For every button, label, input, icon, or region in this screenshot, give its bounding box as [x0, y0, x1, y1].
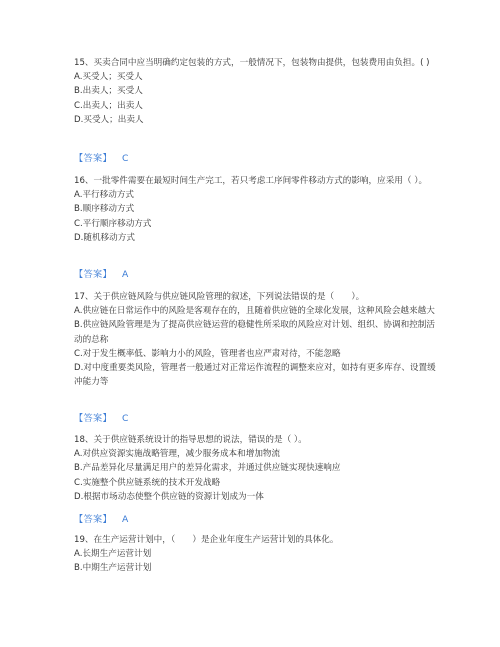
question-stem: 18、关于供应链系统设计的指导思想的说法，错误的是（ ）。: [74, 435, 307, 445]
answer-value: A: [121, 269, 129, 280]
answer-label: 【答案】: [74, 514, 112, 525]
question-16: [74, 174, 440, 245]
option-b: B.产品差异化尽量满足用户的差异化需求，并通过供应链实现快速响应: [74, 463, 341, 474]
option-b: B.出卖人；买受人: [74, 86, 143, 97]
question-17: [74, 290, 440, 389]
answer-15: [74, 150, 129, 164]
option-b: B.中期生产运营计划: [74, 563, 152, 574]
question-15: [74, 56, 440, 127]
answer-label: 【答案】: [74, 269, 112, 280]
question-stem: 16、一批零件需要在最短时间生产完工，若只考虑工序间零件移动方式的影响，应采用（ ）。: [74, 176, 428, 186]
option-a: A.供应链在日常运作中的风险是客观存在的，且随着供应链的全球化发展，这种风险会越来越大: [74, 306, 435, 317]
option-b: B.顺序移动方式: [74, 204, 135, 215]
question-stem: 15、买卖合同中应当明确约定包装的方式，一般情况下，包装物由提供，包装费用由负担。( ): [74, 58, 430, 68]
answer-value: C: [121, 153, 129, 164]
option-a: A.平行移动方式: [74, 190, 135, 201]
answer-18: [74, 511, 129, 525]
answer-17: [74, 410, 129, 424]
option-d: D.对中度重要类风险，管理者一般通过对正常运作流程的调整来应对，如持有更多库存、设置缓冲能力等: [74, 363, 436, 388]
option-c: C.对于发生概率低、影响力小的风险，管理者也应严肃对待，不能忽略: [74, 348, 341, 359]
option-a: A.对供应资源实施战略管理，减少服务成本和增加物流: [74, 449, 281, 460]
option-d: D.根据市场动态使整个供应链的资源计划成为一体: [74, 491, 264, 502]
question-18: [74, 433, 440, 504]
answer-label: 【答案】: [74, 413, 112, 424]
question-stem: 19、在生产运营计划中，（ ）是企业年度生产运营计划的具体化。: [74, 535, 339, 545]
option-c: C.平行顺序移动方式: [74, 218, 152, 229]
answer-value: A: [121, 514, 129, 525]
option-b: B.供应链风险管理是为了提高供应链运营的稳健性所采取的风险应对计划、组织、协调和控制活动的总称: [74, 320, 435, 345]
question-stem: 17、关于供应链风险与供应链风险管理的叙述，下列说法错误的是（ ）。: [74, 292, 365, 302]
question-19: [74, 533, 440, 576]
answer-label: 【答案】: [74, 153, 112, 164]
option-a: A.长期生产运营计划: [74, 549, 152, 560]
answer-value: C: [121, 413, 129, 424]
answer-16: [74, 266, 129, 280]
option-c: C.出卖人；出卖人: [74, 100, 143, 111]
option-d: D.买受人；出卖人: [74, 114, 144, 125]
option-a: A.买受人；买受人: [74, 72, 143, 83]
option-c: C.实施整个供应链系统的技术开发战略: [74, 477, 221, 488]
option-d: D.随机移动方式: [74, 232, 135, 243]
